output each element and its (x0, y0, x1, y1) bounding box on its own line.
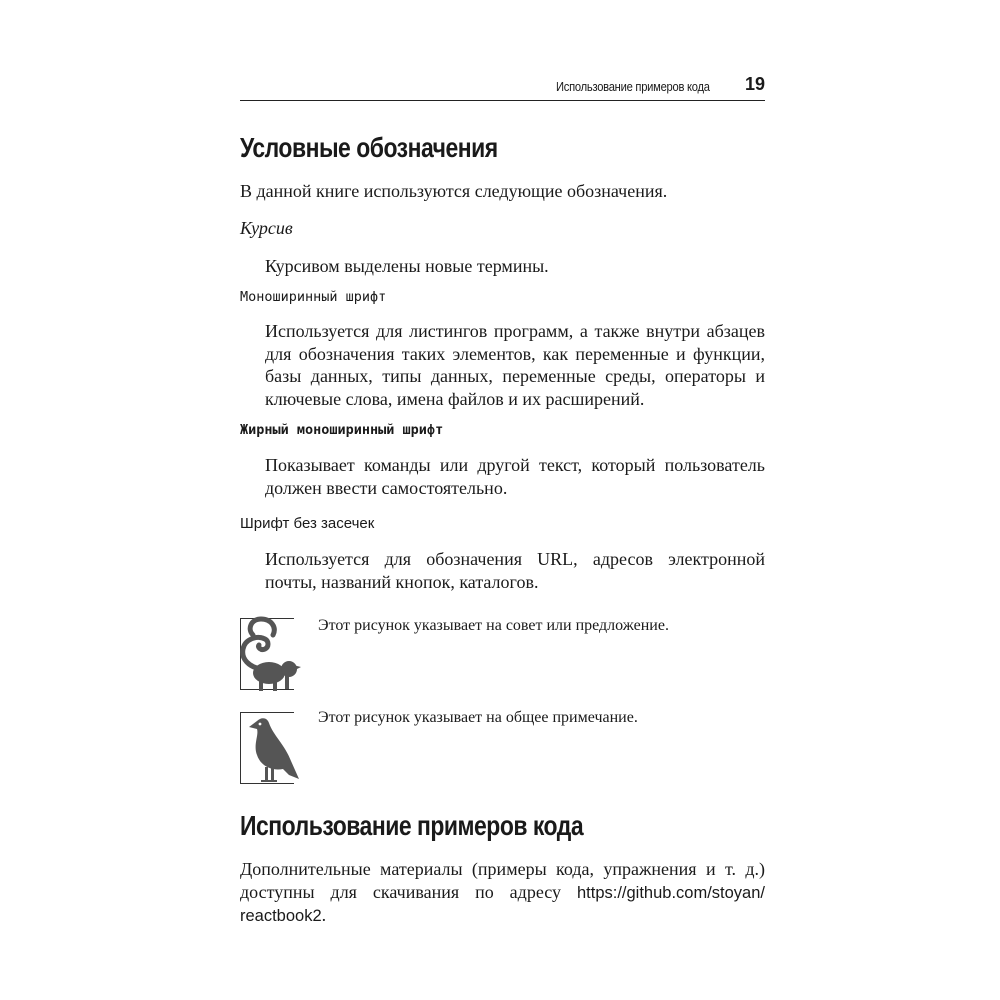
conventions-intro: В данной книге используются следующие обозначения. (240, 181, 668, 201)
term-italic-desc: Курсивом выделены новые термины. (265, 256, 549, 276)
term-italic: Курсив (240, 218, 293, 238)
code-examples-trailing-period: . (321, 905, 327, 925)
code-examples-paragraph (240, 858, 765, 928)
code-examples-line-1 (240, 858, 765, 904)
term-bold-monospace: Жирный моноширинный шрифт (240, 422, 444, 438)
term-sans-serif: Шрифт без засечек (240, 515, 375, 532)
tip-note-text: Этот рисунок указывает на совет или предложение. (318, 617, 669, 634)
lemur-icon (239, 611, 301, 697)
section-heading-conventions: Условные обозначения (240, 132, 498, 163)
running-head (240, 74, 765, 101)
book-page (240, 0, 765, 1000)
note-icon-frame (240, 712, 294, 784)
repo-url-link-part1[interactable]: https://github.com/stoyan/ (576, 883, 765, 902)
page-number: 19 (744, 74, 765, 94)
term-bold-monospace-desc: Показывает команды или другой текст, который пользователь должен ввести самостоятельно. (265, 455, 765, 498)
term-sans-serif-desc: Используется для обозначения URL, адресов электронной почты, названий кнопок, каталогов. (265, 549, 765, 592)
repo-url-link-part2[interactable]: reactbook2 (240, 907, 322, 925)
term-monospace: Моноширинный шрифт (240, 289, 387, 305)
general-note-text: Этот рисунок указывает на общее примечание. (318, 709, 638, 726)
code-examples-line-2 (240, 904, 765, 928)
term-monospace-desc: Используется для листингов программ, а также внутри абзацев для обозначения таких элементов, как переменные и функции, базы данных, типы данных, переменные среды, операторы и ключевые слова, имена файлов и их расширений. (265, 321, 765, 409)
section-heading-code-examples: Использование примеров кода (240, 810, 584, 841)
running-head-title: Использование примеров кода (556, 79, 710, 94)
crow-icon (239, 705, 301, 791)
code-examples-text: Дополнительные материалы (примеры кода, упражнения и т. д.) доступны для скачивания по адресу (240, 859, 765, 902)
tip-icon-frame (240, 618, 294, 690)
